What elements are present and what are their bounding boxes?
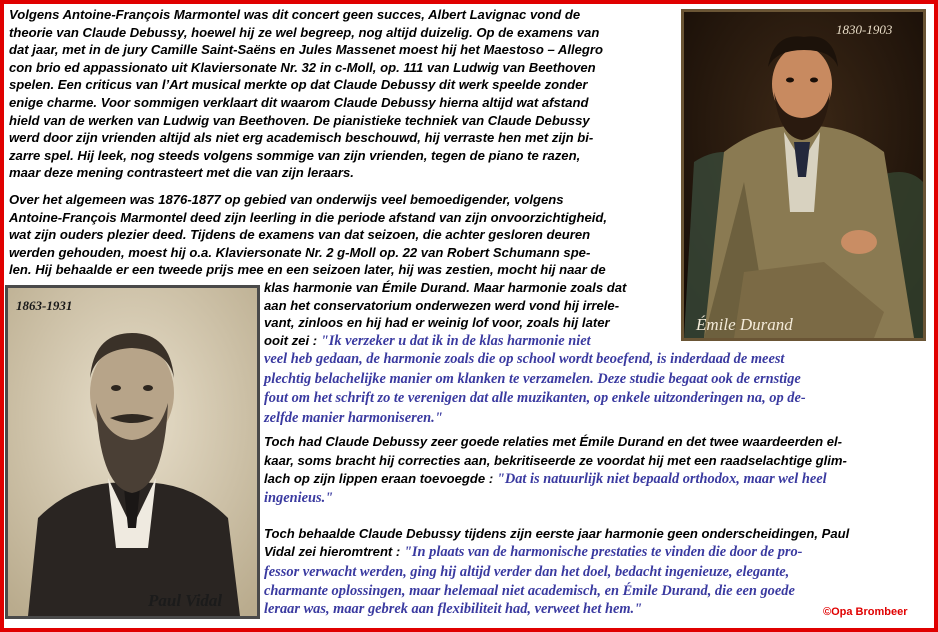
durand-portrait-illustration — [684, 12, 923, 338]
quote-2-end: ingenieus." — [264, 489, 334, 506]
text-line: len. Hij behaalde er een tweede prijs mee en een seizoen later, hij was zestien, mocht hij naar de — [9, 262, 606, 278]
text-line: theorie van Claude Debussy, hoewel hij ze wel begreep, nog altijd duizelig. Op de examens van — [9, 24, 600, 40]
quote-3-start: "In plaats van de harmonische prestaties te vinden die door de pro- — [403, 544, 803, 560]
paragraph-2 — [9, 191, 607, 279]
vidal-name: Paul Vidal — [148, 591, 223, 610]
quote-line: fout om het schrift zo te verenigen dat alle muzikanten, op enkele uitzonderingen na, op de- — [264, 390, 806, 406]
text-line: hield van de werken van Ludwig van Beethoven. De pianistieke techniek van Claude Debussy — [9, 112, 590, 128]
text-line: dat jaar, met in de jury Camille Saint-Saëns en Jules Massenet moest hij het Maestoso – Allegro — [9, 42, 604, 58]
text-line: zarre spel. Hij leek, nog steeds volgens sommige van zijn vrienden, tegen de piano te razen, — [9, 147, 581, 163]
text-line — [264, 470, 847, 489]
quote-2-start: "Dat is natuurlijk niet bepaald orthodox, maar wel heel — [496, 471, 827, 487]
text-prefix: Vidal zei hieromtrent : — [264, 544, 404, 559]
text-line: Over het algemeen was 1876-1877 op gebied van onderwijs veel bemoedigender, volgens — [9, 192, 564, 207]
quote-line: charmante oplossingen, maar helemaal niet academisch, en Émile Durand, die een goede — [264, 582, 795, 599]
copyright-mark: ©Opa Brombeer — [823, 606, 908, 618]
vidal-portrait-illustration — [8, 288, 257, 616]
text-line: klas harmonie van Émile Durand. Maar harmonie zoals dat — [264, 280, 627, 295]
durand-portrait — [681, 9, 926, 341]
paragraph-2-wrap — [264, 279, 626, 350]
text-line: spelen. Een criticus van l’Art musical merkte op dat Claude Debussy dit werk speelde zonder — [9, 77, 588, 93]
vidal-portrait — [5, 285, 260, 619]
paragraph-3 — [264, 433, 847, 507]
quote-1 — [264, 350, 806, 428]
durand-name: Émile Durand — [696, 315, 793, 334]
durand-years: 1830-1903 — [836, 22, 893, 37]
text-line: maar deze mening contrasteert met die van zijn leraars. — [9, 165, 354, 181]
text-line — [264, 543, 849, 561]
text-line: con brio ed appassionato uit Klaviersonate Nr. 32 in c-Moll, op. 111 van Ludwig van Beethoven — [9, 59, 596, 75]
vidal-years: 1863-1931 — [16, 298, 73, 313]
text-line: wat zijn ouders plezier deed. Tijdens de examens van dat seizoen, die achter gesloren deuren — [9, 227, 591, 243]
paragraph-4 — [264, 525, 849, 561]
text-line: Antoine-François Marmontel deed zijn leerling in die periode afstand van zijn onvoorzichtigheid, — [9, 209, 608, 225]
text-line: Toch had Claude Debussy zeer goede relaties met Émile Durand en det twee waardeerden el- — [264, 434, 842, 449]
quote-line: veel heb gedaan, de harmonie zoals die op school wordt beoefend, is inderdaad de meest — [264, 351, 785, 367]
quote-1-start: "Ik verzeker u dat ik in de klas harmonie niet — [320, 332, 591, 349]
text-prefix: ooit zei : — [264, 332, 321, 348]
text-line: aan het conservatorium onderwezen werd vond hij irrele- — [264, 297, 620, 313]
text-line: Volgens Antoine-François Marmontel was dit concert geen succes, Albert Lavignac vond de — [9, 7, 581, 22]
quote-line: plechtig belachelijke manier om klanken te verzamelen. Deze studie begaat ook de ernstige — [264, 370, 801, 387]
text-line: Toch behaalde Claude Debussy tijdens zijn eerste jaar harmonie geen onderscheidingen, Paul — [264, 526, 850, 541]
text-line — [264, 332, 626, 351]
quote-line: leraar was, maar gebrek aan flexibiliteit had, verweet het hem." — [264, 601, 643, 617]
text-line: kaar, soms bracht hij correcties aan, bekritiseerde ze voordat hij met een raadselachtige glim- — [264, 452, 847, 468]
quote-line: fessor verwacht werden, ging hij altijd verder dan het doel, bedacht ingenieuze, elegante, — [264, 564, 790, 580]
text-line: enige charme. Voor sommigen verklaart dit waarom Claude Debussy hierna altijd wat afstand — [9, 94, 589, 110]
text-prefix: lach op zijn lippen eraan toevoegde : — [264, 471, 497, 486]
text-line: werd door zijn vrienden altijd als niet erg academisch beschouwd, hij verraste hen met zijn bi- — [9, 130, 594, 146]
quote-line: zelfde manier harmoniseren." — [264, 409, 443, 426]
quote-3 — [264, 563, 795, 619]
text-line: vant, zinloos en hij had er weinig lof voor, zoals hij later — [264, 315, 610, 331]
text-line: werden gehouden, moest hij o.a. Klaviersonate Nr. 2 g-Moll op. 22 van Robert Schumann spe- — [9, 244, 591, 260]
paragraph-1 — [9, 6, 603, 182]
